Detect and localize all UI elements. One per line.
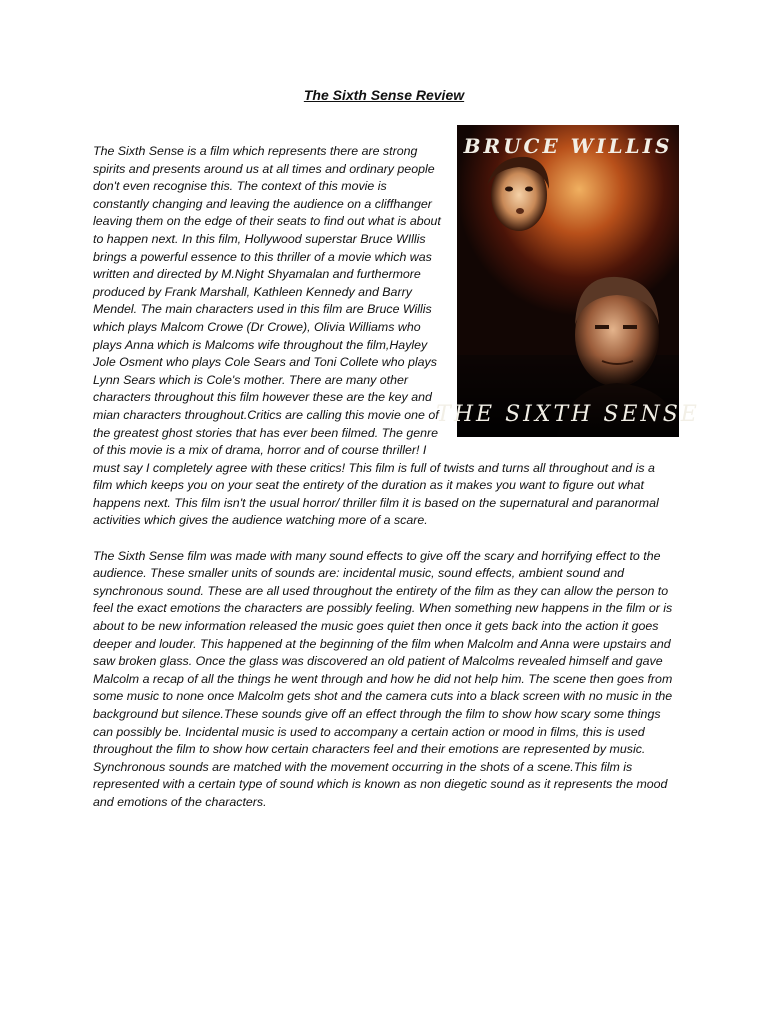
document-body xyxy=(93,134,700,812)
paragraph-1: The Sixth Sense is a film which represents there are strong spirits and presents around us at all times and ordinary people don't even recognise this. The context of this movie is constantly changing and leaving the audience on a cliffhanger leaving them on the edge of their seats to find out what is about to happen next. In this film, Hollywood superstar Bruce WIllis brings a powerful essence to this thriller of a movie which was written and directed by M.Night Shyamalan and furthermore produced by Frank Marshall, Kathleen Kennedy and Barry Mendel. The main characters used in this film are Bruce Willis which plays Malcom Crowe (Dr Crowe), Olivia Williams who plays Anna which is Malcoms wife throughout the film,Hayley Jole Osment who plays Cole Sears and Toni Collete who plays Lynn Sears which is Cole's mother. There are many other characters throughout this film however these are the key and mian characters throughout.Critics are calling this movie one of the greatest ghost stories that has ever been filmed. The genre of this movie is a mix of drama, horror and of course thriller! I must say I completely agree with these critics! This film is full of twists and turns all throughout and is a film which keeps you on your seat the entirety of the duration as it makes you want to figure out what happens next. This film isn't the usual horror/ thriller film it is based on the supernatural and paranormal activities which gives the audience watching more of a scare. xyxy=(93,144,659,528)
movie-poster-image xyxy=(436,125,700,437)
poster-bottom-text: THE SIXTH SENSE xyxy=(436,402,700,427)
paragraph-2: The Sixth Sense film was made with many sound effects to give off the scary and horrifying effect to the audience. These smaller units of sounds are: incidental music, sound effects, ambient sound and synchronous sound. These are all used throughout the entirety of the film as they can allow the person to feel the exact emotions the characters are possibly feeling. When something new happens in the film or is about to be new information released the music goes quiet then once it gets back into the action it goes deeper and louder. This happened at the beginning of the film when Malcolm and Anna were upstairs and saw broken glass. Once the glass was discovered an old patient of Malcolms revealed himself and gave Malcolm a recap of all the things he went through and how he did not help him. The scene then goes from some music to none once Malcolm gets shot and the camera cuts into a black screen with no music in the background but silence.These sounds give off an effect through the film to show how scary some things can possibly be. Incidental music is used to accompany a certain action or mood in films, this is used throughout the film to show how certain characters feel and their emotions are represented by music. Synchronous sounds are matched with the movement occurring in the shots of a scene.This film is represented with a certain type of sound which is known as non diegetic sound as it represents the mood and emotions of the characters. xyxy=(93,548,673,809)
poster-top-text: BRUCE WILLIS xyxy=(463,134,673,158)
page-title: The Sixth Sense Review xyxy=(303,87,465,103)
